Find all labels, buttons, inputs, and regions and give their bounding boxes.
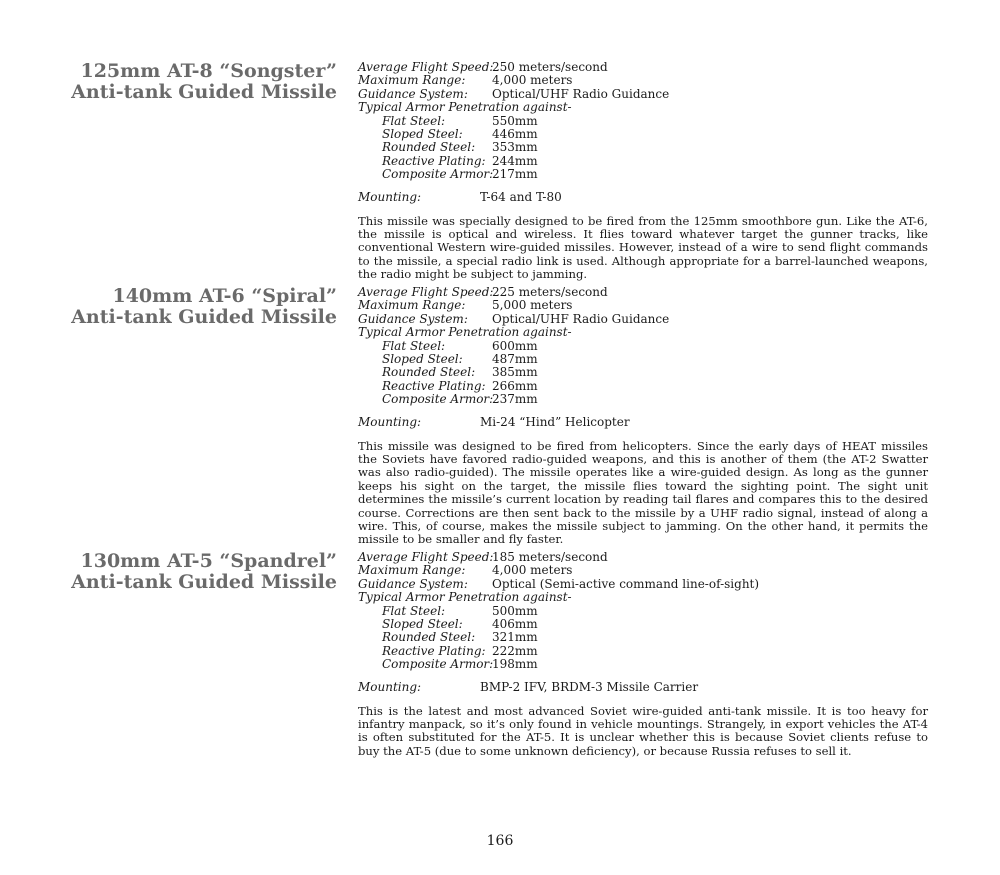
heading-line-1: 125mm AT-8 “Songster” bbox=[80, 60, 337, 82]
spec-value: BMP-2 IFV, BRDM-3 Missile Carrier bbox=[480, 679, 699, 694]
spec-label: Maximum Range: bbox=[358, 298, 466, 313]
spec-value: 4,000 meters bbox=[492, 73, 573, 88]
spec-label: Mounting: bbox=[358, 189, 422, 204]
spec-row-sloped-steel bbox=[358, 128, 928, 141]
spec-value: 198mm bbox=[492, 657, 538, 672]
spec-row-max-range bbox=[358, 299, 928, 312]
spec-label: Sloped Steel: bbox=[382, 616, 463, 631]
spec-value: 487mm bbox=[492, 351, 538, 366]
spec-row-sloped-steel bbox=[358, 618, 928, 631]
spec-label: Average Flight Speed: bbox=[358, 60, 494, 74]
spec-label: Guidance System: bbox=[358, 86, 468, 101]
spec-row-mounting bbox=[358, 416, 928, 430]
spec-block bbox=[358, 551, 928, 758]
spec-row-reactive-plating bbox=[358, 380, 928, 393]
section-heading bbox=[71, 61, 337, 103]
spec-label: Maximum Range: bbox=[358, 73, 466, 88]
spec-block bbox=[358, 286, 928, 547]
spec-row-reactive-plating bbox=[358, 155, 928, 168]
page-number: 166 bbox=[486, 833, 514, 849]
spec-label: Composite Armor: bbox=[382, 657, 494, 672]
spec-label: Typical Armor Penetration against- bbox=[358, 325, 572, 340]
spec-row-guidance bbox=[358, 313, 928, 326]
description-paragraph: This missile was designed to be fired from helicopters. Since the early days of HEAT missiles the Soviets have favored radio-guided weapons, and this is another of them (the AT-2 Swatter was also radio-guided). The missile operates like a wire-guided design. As long as the gunner keeps his sight on the target, the missile flies toward the sighting point. The sight unit determines the missile’s current location by reading tail flares and compares this to the desired course. Corrections are then sent back to the missile by a UHF radio signal, instead of along a wire. This, of course, makes the missile subject to jamming. On the other hand, it permits the missile to be smaller and fly faster. bbox=[358, 438, 928, 547]
spec-value: 385mm bbox=[492, 365, 538, 380]
spec-label: Guidance System: bbox=[358, 311, 468, 326]
spec-value: 406mm bbox=[492, 616, 538, 631]
spec-row-composite-armor bbox=[358, 658, 928, 671]
spec-row-rounded-steel bbox=[358, 631, 928, 644]
spec-value: 4,000 meters bbox=[492, 563, 573, 578]
spec-row-guidance bbox=[358, 578, 928, 591]
spec-row-sloped-steel bbox=[358, 353, 928, 366]
spec-label: Maximum Range: bbox=[358, 563, 466, 578]
spec-label: Composite Armor: bbox=[382, 392, 494, 407]
spec-label: Flat Steel: bbox=[382, 338, 446, 353]
spec-label: Typical Armor Penetration against- bbox=[358, 100, 572, 115]
spec-row-mounting bbox=[358, 191, 928, 205]
spec-label: Rounded Steel: bbox=[382, 630, 476, 645]
spec-row-guidance bbox=[358, 88, 928, 101]
spec-value: 244mm bbox=[492, 153, 538, 168]
spec-row-composite-armor bbox=[358, 168, 928, 181]
description-paragraph: This missile was specially designed to be fired from the 125mm smoothbore gun. Like the AT-6, the missile is optical and wireless. It flies toward whatever target the gunner tracks, like conventional Western wire-guided missiles. However, instead of a wire to send flight commands to the missile, a special radio link is used. Although appropriate for a barrel-launched weapons, the radio might be subject to jamming. bbox=[358, 213, 928, 282]
spec-block bbox=[358, 61, 928, 282]
heading-line-2: Anti-tank Guided Missile bbox=[71, 306, 337, 328]
spec-value: Optical (Semi-active command line-of-sight) bbox=[492, 576, 760, 591]
spec-label: Reactive Plating: bbox=[382, 378, 486, 393]
spec-value: 600mm bbox=[492, 338, 538, 353]
spec-label: Mounting: bbox=[358, 679, 422, 694]
spec-row-flight-speed bbox=[358, 61, 928, 74]
spec-value: 225 meters/second bbox=[492, 285, 608, 299]
spec-value: Mi-24 “Hind” Helicopter bbox=[480, 414, 630, 429]
spec-label: Reactive Plating: bbox=[382, 643, 486, 658]
spec-value: 217mm bbox=[492, 167, 538, 182]
section-heading bbox=[71, 286, 337, 328]
section-heading bbox=[71, 551, 337, 593]
spec-row-flight-speed bbox=[358, 286, 928, 299]
spec-label: Composite Armor: bbox=[382, 167, 494, 182]
spec-label: Guidance System: bbox=[358, 576, 468, 591]
spec-label: Flat Steel: bbox=[382, 113, 446, 128]
spec-value: 5,000 meters bbox=[492, 298, 573, 313]
spec-row-armor-heading bbox=[358, 591, 928, 604]
spec-value: Optical/UHF Radio Guidance bbox=[492, 311, 670, 326]
spec-row-mounting bbox=[358, 681, 928, 695]
spec-row-reactive-plating bbox=[358, 645, 928, 658]
spec-value: 446mm bbox=[492, 126, 538, 141]
spec-row-flat-steel bbox=[358, 115, 928, 128]
spec-label: Mounting: bbox=[358, 414, 422, 429]
spec-label: Rounded Steel: bbox=[382, 365, 476, 380]
spec-value: T-64 and T-80 bbox=[480, 189, 562, 204]
spec-value: 185 meters/second bbox=[492, 550, 608, 564]
spec-row-composite-armor bbox=[358, 393, 928, 406]
spec-label: Rounded Steel: bbox=[382, 140, 476, 155]
spec-row-rounded-steel bbox=[358, 141, 928, 154]
heading-line-1: 140mm AT-6 “Spiral” bbox=[112, 285, 337, 307]
spec-value: 353mm bbox=[492, 140, 538, 155]
spec-value: 500mm bbox=[492, 603, 538, 618]
spec-value: 237mm bbox=[492, 392, 538, 407]
spec-label: Typical Armor Penetration against- bbox=[358, 590, 572, 605]
spec-label: Flat Steel: bbox=[382, 603, 446, 618]
spec-label: Average Flight Speed: bbox=[358, 285, 494, 299]
spec-row-armor-heading bbox=[358, 101, 928, 114]
spec-row-max-range bbox=[358, 564, 928, 577]
spec-label: Average Flight Speed: bbox=[358, 550, 494, 564]
spec-value: Optical/UHF Radio Guidance bbox=[492, 86, 670, 101]
spec-value: 250 meters/second bbox=[492, 60, 608, 74]
spec-label: Sloped Steel: bbox=[382, 351, 463, 366]
spec-row-flat-steel bbox=[358, 605, 928, 618]
spec-row-flight-speed bbox=[358, 551, 928, 564]
description-paragraph: This is the latest and most advanced Soviet wire-guided anti-tank missile. It is too heavy for infantry manpack, so it’s only found in vehicle mountings. Strangely, in export vehicles the AT-4 is often substituted for the AT-5. It is unclear whether this is because Soviet clients refuse to buy the AT-5 (due to some unknown deficiency), or because Russia refuses to sell it. bbox=[358, 703, 928, 758]
heading-line-2: Anti-tank Guided Missile bbox=[71, 571, 337, 593]
spec-value: 321mm bbox=[492, 630, 538, 645]
spec-value: 222mm bbox=[492, 643, 538, 658]
spec-row-flat-steel bbox=[358, 340, 928, 353]
spec-row-rounded-steel bbox=[358, 366, 928, 379]
spec-label: Reactive Plating: bbox=[382, 153, 486, 168]
spec-row-armor-heading bbox=[358, 326, 928, 339]
heading-line-2: Anti-tank Guided Missile bbox=[71, 81, 337, 103]
spec-label: Sloped Steel: bbox=[382, 126, 463, 141]
spec-row-max-range bbox=[358, 74, 928, 87]
heading-line-1: 130mm AT-5 “Spandrel” bbox=[80, 550, 337, 572]
spec-value: 550mm bbox=[492, 113, 538, 128]
spec-value: 266mm bbox=[492, 378, 538, 393]
